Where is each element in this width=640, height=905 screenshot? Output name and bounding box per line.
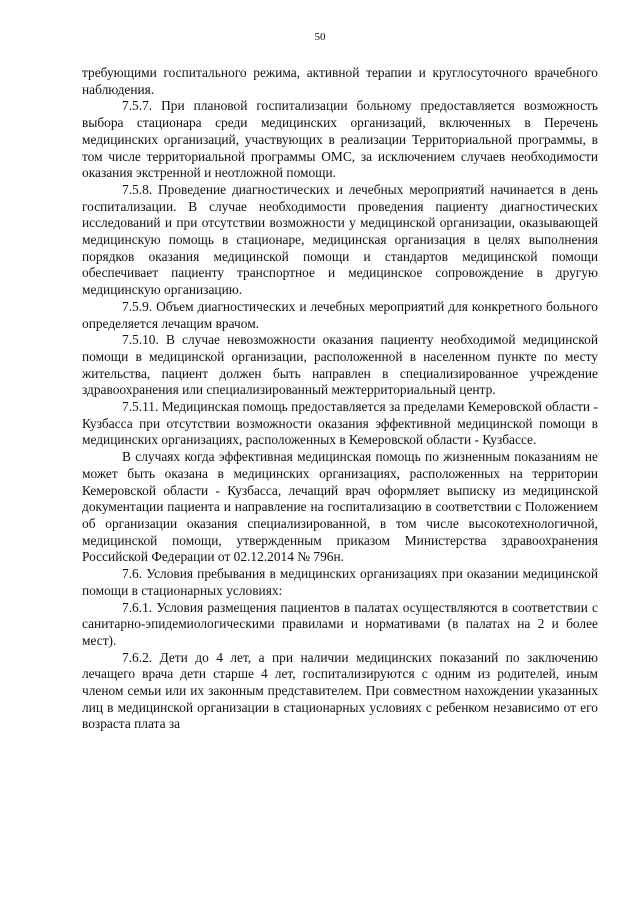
page-number: 50 (314, 31, 326, 43)
paragraph-continuation: требующими госпитального режима, активной терапии и круглосуточного врачебного наблюдения. (82, 65, 598, 97)
paragraph-7-5-7: 7.5.7. При плановой госпитализации больному предоставляется возможность выбора стационара среди медицинских организаций, включенных в Перечень медицинских организаций, участвующих в реализации Территориальной программы, в том числе территориальной программы ОМС, за исключением случаев необходимости оказания экстренной и неотложной помощи. (82, 98, 598, 181)
paragraph-7-6-1: 7.6.1. Условия размещения пациентов в палатах осуществляются в соответствии с санитарно-эпидемиологическими правилами и нормативами (в палатах на 2 и более мест). (82, 599, 598, 648)
body-text (82, 65, 598, 733)
paragraph-7-5-10: 7.5.10. В случае невозможности оказания пациенту необходимой медицинской помощи в медицинской организации, расположенной в населенном пункте по месту жительства, пациент должен быть направлен в специализированное учреждение здравоохранения или специализированный межтерриториальный центр. (82, 332, 598, 398)
paragraph-7-5-9: 7.5.9. Объем диагностических и лечебных мероприятий для конкретного больного определяется лечащим врачом. (82, 298, 598, 331)
paragraph-7-6-2: 7.6.2. Дети до 4 лет, а при наличии медицинских показаний по заключению лечащего врача дети старше 4 лет, госпитализируются с одним из родителей, иным членом семьи или их законным представителем. При совместном нахождении указанных лиц в медицинской организации в стационарных условиях с ребенком независимо от его возраста плата за (82, 649, 598, 732)
paragraph-7-5-11: 7.5.11. Медицинская помощь предоставляется за пределами Кемеровской области - Кузбасса при отсутствии возможности оказания эффективной медицинской помощи в медицинских организациях, расположенных в Кемеровской области - Кузбассе. (82, 399, 598, 448)
paragraph-7-5-8: 7.5.8. Проведение диагностических и лечебных мероприятий начинается в день госпитализации. В случае необходимости проведения пациенту диагностических исследований и при отсутствии возможности у медицинской организации, оказывающей медицинскую помощь в стационаре, медицинская организация в целях выполнения порядков оказания медицинской помощи и стандартов медицинской помощи обеспечивает пациенту транспортное и медицинское сопровождение в другую медицинскую организацию. (82, 181, 598, 298)
paragraph-7-5-11-cases: В случаях когда эффективная медицинская помощь по жизненным показаниям не может быть оказана в медицинских организациях, расположенных на территории Кемеровской области - Кузбасса, лечащий врач оформляет выписку из медицинской документации пациента и направление на госпитализацию в соответствии с Положением об организации оказания специализированной, в том числе высокотехнологичной, медицинской помощи, утвержденным приказом Министерства здравоохранения Российской Федерации от 02.12.2014 № 796н. (82, 449, 598, 565)
paragraph-7-6: 7.6. Условия пребывания в медицинских организациях при оказании медицинской помощи в стационарных условиях: (82, 566, 598, 598)
